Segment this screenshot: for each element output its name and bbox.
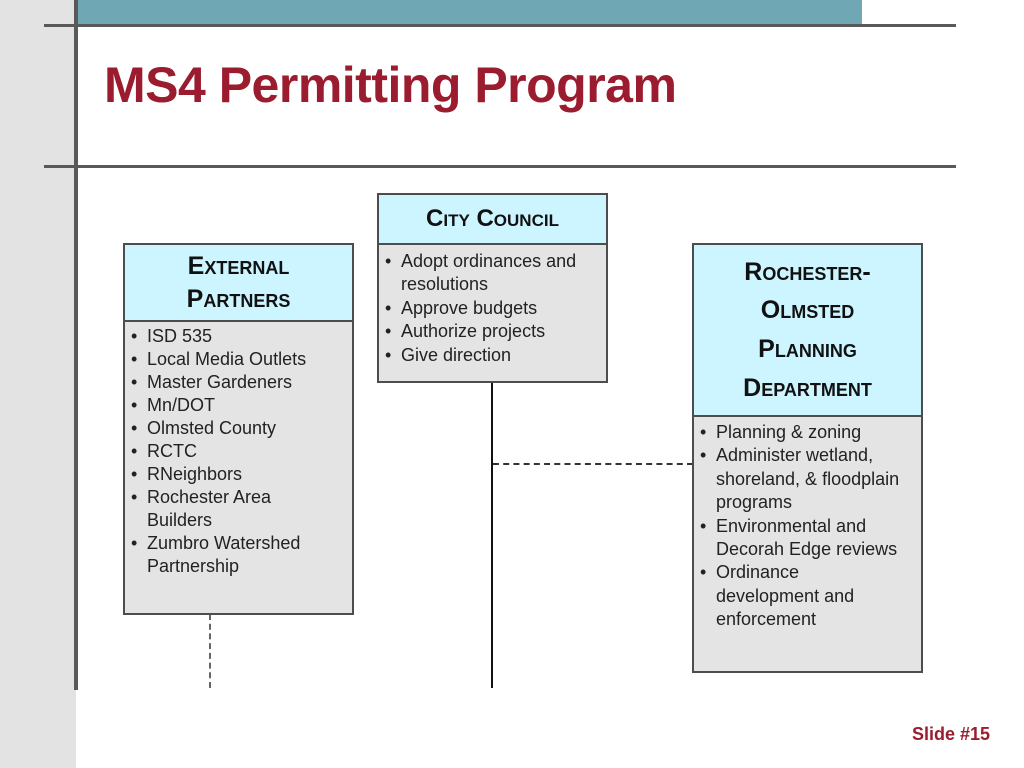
city-council-list [379,245,606,371]
external-partners-box [123,243,354,615]
planning-heading-line3: Planning [758,335,857,363]
title-top-rule [44,24,956,27]
list-item: • ISD 535 [147,325,348,348]
list-item: • Environmental and Decorah Edge reviews [716,515,917,562]
planning-heading-line1: Rochester- [744,257,871,286]
planning-department-list [694,417,921,636]
city-council-header [379,195,606,245]
list-item: • Approve budgets [401,297,602,320]
list-item: • RNeighbors [147,463,348,486]
top-accent-band [78,0,862,24]
left-margin-band [0,0,76,768]
council-trunk-line [491,382,493,688]
list-item: • Olmsted County [147,417,348,440]
slide-title: MS4 Permitting Program [104,57,677,113]
planning-heading-line4: Department [743,373,872,402]
partners-dashed-link [209,614,211,688]
external-partners-list [125,322,352,582]
list-item: • Rochester Area Builders [147,486,297,532]
external-partners-heading-line1: External [187,252,290,280]
list-item: • Ordinance development and enforcement [716,561,886,631]
list-item: • Local Media Outlets [147,348,348,371]
slide-number: Slide #15 [911,724,990,744]
list-item: • Adopt ordinances and resolutions [401,250,602,297]
council-to-planning-dashed-link [493,463,693,465]
list-item: • RCTC [147,440,348,463]
list-item: • Planning & zoning [716,421,917,444]
list-item: • Mn/DOT [147,394,348,417]
planning-heading-line2: Olmsted [760,296,855,325]
title-bottom-rule [44,165,956,168]
planning-department-header [694,245,921,417]
external-partners-header [125,245,352,322]
planning-department-box [692,243,923,673]
list-item: • Authorize projects [401,320,602,343]
left-vertical-rule [74,0,78,690]
list-item: • Zumbro Watershed Partnership [147,532,337,578]
list-item: • Master Gardeners [147,371,348,394]
city-council-heading: City Council [426,204,559,232]
list-item: • Administer wetland, shoreland, & floodplain programs [716,444,917,514]
external-partners-heading-line2: Partners [186,284,291,313]
city-council-box [377,193,608,383]
list-item: • Give direction [401,344,602,367]
